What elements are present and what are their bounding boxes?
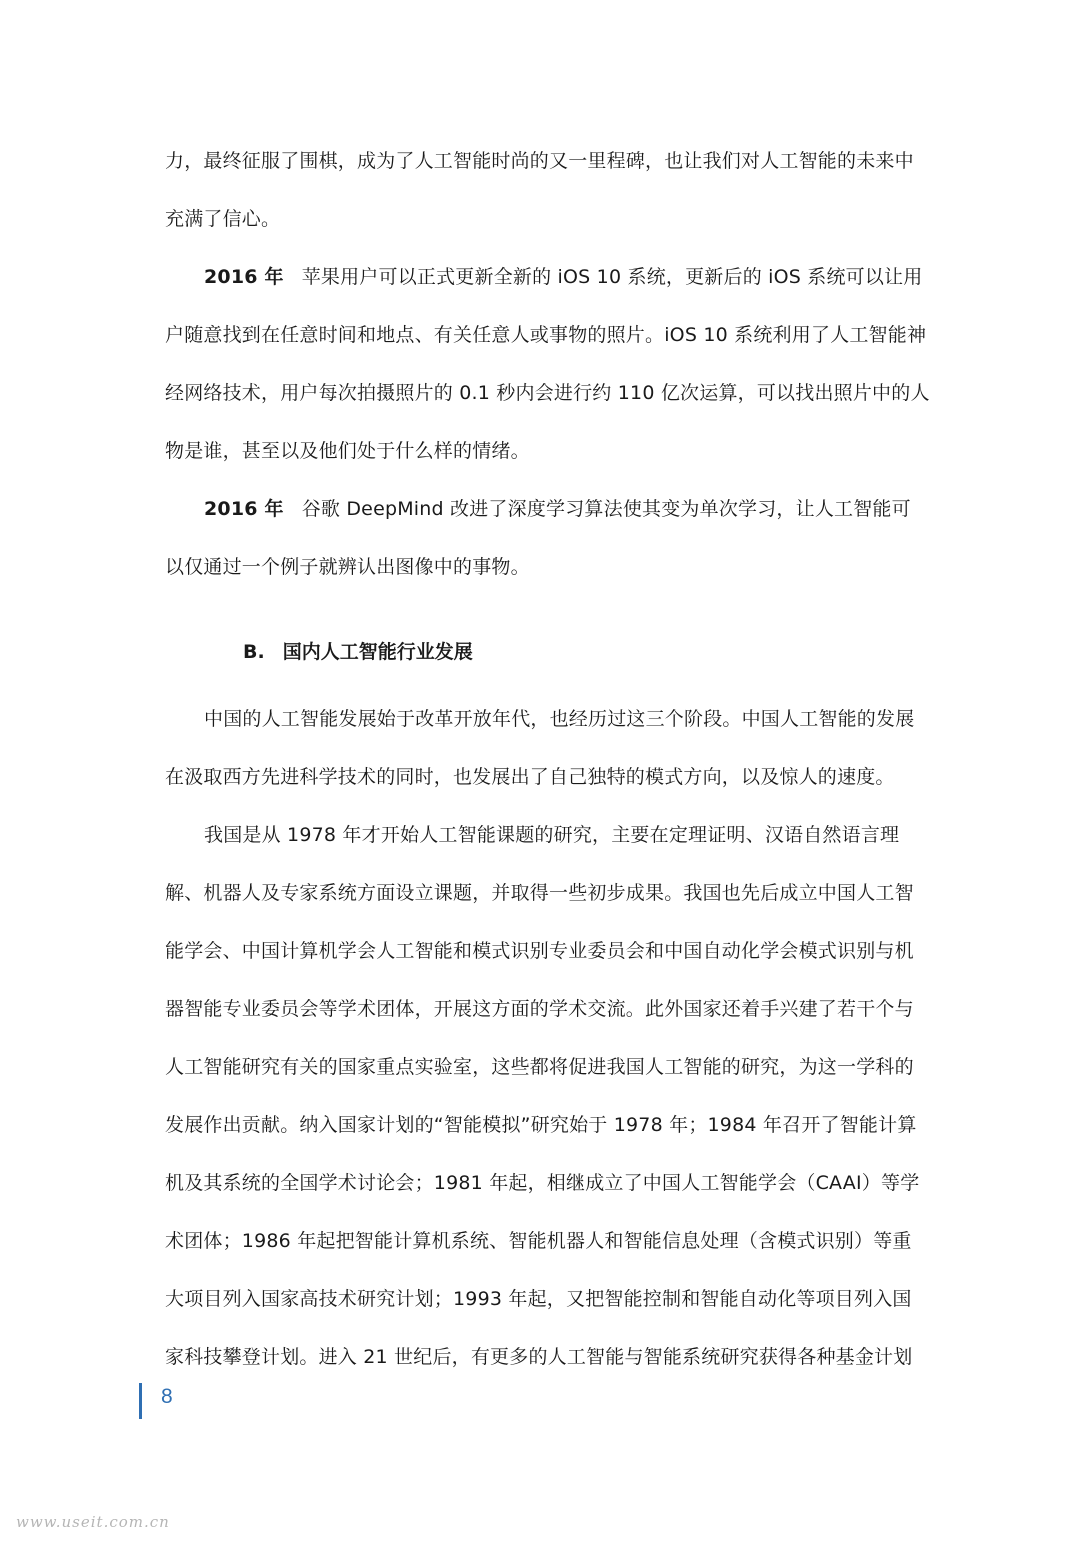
- entry-text: 谷歌 DeepMind 改进了深度学习算法使其变为单次学习，让人工智能可以仅通过一个例子就辨认出图像中的事物。: [165, 498, 911, 578]
- entry-year: 2016 年: [204, 266, 284, 288]
- entry-text: 苹果用户可以正式更新全新的 iOS 10 系统，更新后的 iOS 系统可以让用户随意找到在任意时间和地点、有关任意人或事物的照片。iOS 10 系统利用了人工智能神经网络技术，用户每次拍摄照片的 0.1 秒内会进行约 110 亿次运算，可以找出照片中的人物是谁，甚至以及他们处于什么样的情绪。: [165, 266, 930, 462]
- timeline-entry-ios10: [165, 248, 930, 480]
- section-number: B.: [243, 641, 265, 663]
- page-number-bar: [139, 1383, 142, 1419]
- page-number: 8: [161, 1385, 173, 1408]
- lower-text-block: [165, 690, 930, 1386]
- section-heading: [243, 633, 473, 671]
- body-paragraph-intro: 中国的人工智能发展始于改革开放年代，也经历过这三个阶段。中国人工智能的发展在汲取西方先进科学技术的同时，也发展出了自己独特的模式方向，以及惊人的速度。: [165, 708, 915, 788]
- body-paragraph-history: 我国是从 1978 年才开始人工智能课题的研究，主要在定理证明、汉语自然语言理解、机器人及专家系统方面设立课题，并取得一些初步成果。我国也先后成立中国人工智能学会、中国计算机学会人工智能和模式识别专业委员会和中国自动化学会模式识别与机器智能专业委员会等学术团体，开展这方面的学术交流。此外国家还着手兴建了若干个与人工智能研究有关的国家重点实验室，这些都将促进我国人工智能的研究，为这一学科的发展作出贡献。纳入国家计划的“智能模拟”研究始于 1978 年；1984 年召开了智能计算机及其系统的全国学术讨论会；1981 年起，相继成立了中国人工智能学会（CAAI）等学术团体；1986 年起把智能计算机系统、智能机器人和智能信息处理（含模式识别）等重大项目列入国家高技术研究计划；1993 年起，又把智能控制和智能自动化等项目列入国家科技攀登计划。进入 21 世纪后，有更多的人工智能与智能系统研究获得各种基金计划: [165, 824, 920, 1368]
- timeline-entry-deepmind: [165, 480, 930, 596]
- continuation-paragraph: 力，最终征服了围棋，成为了人工智能时尚的又一里程碑，也让我们对人工智能的未来中充满了信心。: [165, 150, 914, 230]
- entry-year: 2016 年: [204, 498, 284, 520]
- upper-text-block: [165, 132, 930, 596]
- section-title: 国内人工智能行业发展: [282, 641, 473, 663]
- watermark: www.useit.com.cn: [16, 1513, 170, 1531]
